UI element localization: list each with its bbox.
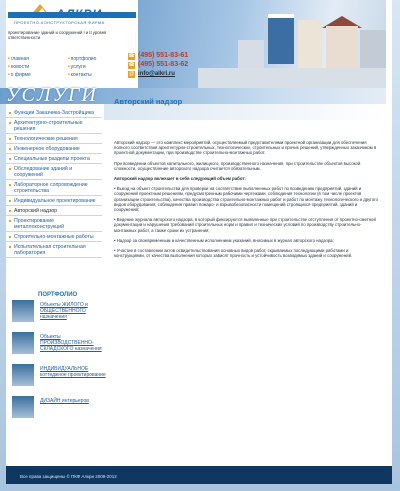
logo[interactable] bbox=[8, 4, 136, 31]
building-image bbox=[298, 20, 322, 70]
services-section-title: УСЛУГИ bbox=[6, 84, 98, 106]
email-row bbox=[128, 70, 188, 79]
page-title: Авторский надзор bbox=[114, 97, 183, 106]
portfolio-heading bbox=[6, 292, 126, 300]
building-image bbox=[268, 14, 294, 64]
sidebar-item-author-supervision[interactable]: Авторский надзор bbox=[6, 206, 102, 216]
portfolio-item[interactable] bbox=[12, 300, 132, 332]
list-item: • Надзор за своевременным и качественным исполнением указаний, вносимых в журнал авторского надзора; bbox=[114, 237, 334, 243]
portfolio-item[interactable] bbox=[12, 332, 132, 364]
list-heading: Авторский надзор включает в себя следующий объем работ: bbox=[114, 176, 246, 182]
phone-icon: ☎ bbox=[128, 53, 135, 59]
portfolio-link-interior[interactable]: ДИЗАЙН интерьеров bbox=[40, 398, 89, 404]
mail-icon: @ bbox=[128, 71, 135, 77]
nav-link-contacts[interactable]: ■ контакты bbox=[68, 72, 128, 78]
portfolio-title: ПОРТФОЛИО bbox=[38, 292, 78, 298]
sidebar-item-architecture[interactable]: Архитектурно-строительные решения bbox=[6, 118, 102, 134]
sidebar-item-engineering[interactable]: Инженерное оборудование bbox=[6, 144, 102, 154]
list-item: • Ведение журнала авторского надзора, в который фиксируются выявленные при строительстве отступления от проектно-сметной документации и нарушения требований строительных норм и правил и технических условий по производству строительно-монтажных работ, а также сроки их устранения; bbox=[114, 217, 376, 233]
sidebar-item-inspection[interactable]: Обследование зданий и сооружений bbox=[6, 164, 102, 180]
sidebar-item-special-sections[interactable]: Специальные разделы проекта bbox=[6, 154, 102, 164]
logo-subtitle: ПРОЕКТНО-КОНСТРУКТОРСКАЯ ФИРМА bbox=[14, 20, 105, 25]
phone-row bbox=[128, 61, 188, 70]
sidebar-item-laboratory-support[interactable]: Лабораторное сопровождение строительства bbox=[6, 180, 102, 196]
list-item-text: Ведение журнала авторского надзора, в который фиксируются выявленные при строительстве отступления от проектно-сметной документации и нарушения требований строительных норм и правил и технических условий по производству строительно-монтажных работ, а также сроки их устранения; bbox=[114, 217, 376, 233]
building-image bbox=[360, 30, 386, 70]
portfolio-item[interactable] bbox=[12, 396, 132, 428]
intro-paragraph: Авторский надзор — это комплекс мероприятий, осуществляемый представителями проектной организации для обеспечения полного соответствия архитектурно-строительных, технологических, строительных и прочих решений, утвержденных заказчиком в проектной документации, при производстве строительно-монтажных работ. bbox=[114, 140, 377, 156]
sidebar-item-technology[interactable]: Технологические решения bbox=[6, 134, 102, 144]
nav-link-portfolio[interactable]: ■ портфолио bbox=[68, 56, 128, 62]
top-nav bbox=[8, 56, 128, 78]
phone-1: (495) 551-83-61 bbox=[138, 52, 189, 59]
tagline: проектирование зданий и сооружений I и II уровня ответственности bbox=[8, 30, 107, 40]
portfolio-thumbnail[interactable] bbox=[12, 364, 34, 386]
portfolio-link-cottage[interactable]: ИНДИВИДУАЛЬНОЕ коттеджное проектирование bbox=[40, 366, 106, 378]
sidebar-item-metal-structures[interactable]: Проектирование металлоконструкций bbox=[6, 216, 102, 232]
portfolio-link-industrial[interactable]: Объекты ПРОИЗВОДСТВЕННО-СКЛАДСКОГО назначения bbox=[40, 334, 102, 352]
nav-link-services[interactable]: ■ услуги bbox=[68, 64, 128, 70]
phone-2: (495) 551-83-62 bbox=[138, 61, 189, 68]
sidebar-services bbox=[6, 108, 102, 258]
email-link[interactable]: info@alkri.ru bbox=[138, 71, 175, 77]
logo-name: АЛКРИ bbox=[56, 7, 103, 21]
list-item-text: Надзор за своевременным и качественным исполнением указаний, вносимых в журнал авторского надзора; bbox=[116, 237, 334, 243]
portfolio-thumbnail[interactable] bbox=[12, 396, 34, 418]
portfolio-list bbox=[12, 300, 132, 428]
phone-row bbox=[128, 52, 188, 61]
main-content bbox=[114, 140, 378, 263]
building-image bbox=[238, 40, 264, 70]
main-header-band bbox=[104, 104, 386, 120]
footer bbox=[6, 466, 392, 484]
nav-link-about[interactable]: ■ о фирме bbox=[8, 72, 68, 78]
portfolio-link-residential[interactable]: Объекты ЖИЛОГО и ОБЩЕСТВЕННОГО назначения bbox=[40, 302, 88, 320]
sidebar-item-testing-laboratory[interactable]: Испытательная строительная лаборатория bbox=[6, 242, 102, 258]
nav-link-news[interactable]: ■ новости bbox=[8, 64, 68, 70]
list-item: • Выезд на объект строительства для проверки на соответствие выполненных работ по возведению предприятий, зданий и сооружений проектным решениям, предусмотренным рабочими чертежами, соблюдения технологии (в том числе проектов организации строительства), качества производства строительно-монтажных работ и работ по монтажу технологического и другого видов оборудования, соблюдения правил пожаро- и взрывобезопасности помещений строящихся предприятий, зданий и сооружений; bbox=[114, 186, 378, 213]
nav-link-home[interactable]: ■ главная bbox=[8, 56, 68, 62]
contacts-block bbox=[128, 52, 188, 79]
footer-copyright: Все права защищены © ПКФ Алкри 2009-2012 bbox=[20, 474, 117, 479]
sidebar-item-customer-functions[interactable]: Функции Заказчика-Застройщика bbox=[6, 108, 102, 118]
ground-image bbox=[198, 68, 386, 88]
intro-paragraph-2: При возведении объектов капитального, жилищного, производственного назначения, при строительстве объектов высокой сложности, осуществление авторского надзора считается обязательным. bbox=[114, 160, 361, 171]
list-item: • Участие в составлении актов освидетельствования основных видов работ, скрываемых последующими работами и конструкциями, от качества выполнения которых зависят прочность и устойчивость возводимых зданий и сооружений. bbox=[114, 248, 353, 259]
portfolio-thumbnail[interactable] bbox=[12, 300, 34, 322]
portfolio-item[interactable] bbox=[12, 364, 132, 396]
sidebar-item-individual-design[interactable]: Индивидуальное проектирование bbox=[6, 196, 102, 206]
building-image bbox=[326, 26, 358, 70]
portfolio-thumbnail[interactable] bbox=[12, 332, 34, 354]
sidebar-item-construction-works[interactable]: Строительно-монтажные работы bbox=[6, 232, 102, 242]
fax-icon: ☎ bbox=[128, 62, 135, 68]
list-item-text: Выезд на объект строительства для проверки на соответствие выполненных работ по возведению предприятий, зданий и сооружений проектным решениям, предусмотренным рабочими чертежами, соблюдения технологии (в том числе проектов организации строительства), качества производства строительно-монтажных работ и работ по монтажу технологического и другого видов оборудования, соблюдения правил пожаро- и взрывобезопасности помещений строящихся предприятий, зданий и сооружений; bbox=[114, 186, 378, 213]
list-item-text: Участие в составлении актов освидетельствования основных видов работ, скрываемых последующими работами и конструкциями, от качества выполнения которых зависят прочность и устойчивость возводимых зданий и сооружений. bbox=[114, 248, 353, 259]
